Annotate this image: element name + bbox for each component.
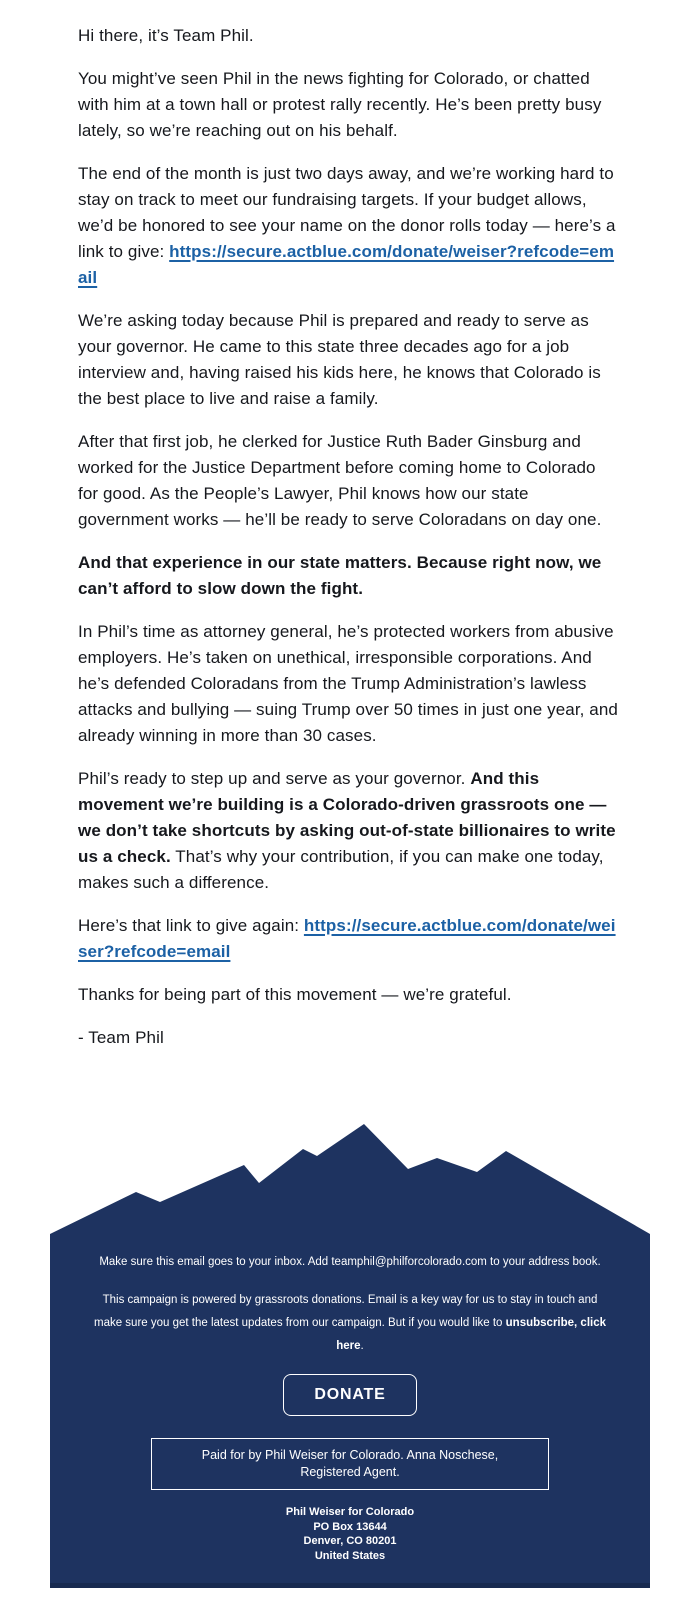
paragraph-signature (78, 1025, 618, 1051)
paragraph-why-asking (78, 308, 618, 412)
paragraph-biography (78, 429, 618, 533)
paid-for-disclaimer (151, 1438, 549, 1490)
text-run: Make sure this email goes to your inbox. Add teamphil@philforcolorado.com to your address book. (99, 1256, 601, 1268)
bold-text-run: And that experience in our state matters. Because right now, we can’t afford to slow down the fight. (78, 553, 602, 598)
text-run: That’s why your contribution, if you can make one today, makes such a difference. (78, 847, 604, 892)
paragraph-link-again (78, 913, 618, 965)
text-run: The end of the month is just two days away, and we’re working hard to stay on track to meet our fundraising targets. If your budget allows, we’d be honored to see your name on the donor rolls today — here’s a link to give: (78, 164, 616, 261)
grassroots-note (89, 1289, 611, 1358)
donate-link[interactable]: https://secure.actblue.com/donate/weiser?refcode=email (78, 242, 615, 287)
donate-button[interactable]: DONATE (283, 1374, 416, 1416)
paragraph-grassroots (78, 766, 618, 896)
text-run: You might’ve seen Phil in the news fighting for Colorado, or chatted with him at a town hall or protest rally recently. He’s been pretty busy lately, so we’re reaching out on his behalf. (78, 69, 602, 140)
text-run: Phil’s ready to step up and serve as your governor. (78, 769, 471, 788)
paid-for-text: Paid for by Phil Weiser for Colorado. Anna Noschese, Registered Agent. (201, 1448, 499, 1479)
paragraph-thanks (78, 982, 618, 1008)
email-footer (0, 1121, 700, 1588)
address-line: Denver, CO 80201 (303, 1535, 397, 1547)
text-run: Hi there, it’s Team Phil. (78, 26, 254, 45)
paragraph-fundraising-ask (78, 161, 618, 291)
text-run: . (360, 1340, 364, 1352)
text-run: In Phil’s time as attorney general, he’s protected workers from abusive employers. He’s taken on unethical, irresponsible corporations. And he’s defended Coloradans from the Trump Administration’s lawless attacks and bullying — suing Trump over 50 times in just one year, and already winning in more than 30 cases. (78, 622, 618, 745)
text-run: Thanks for being part of this movement — we’re grateful. (78, 985, 512, 1004)
paragraph-intro (78, 66, 618, 144)
address-line: Phil Weiser for Colorado (285, 1506, 415, 1518)
text-run: After that first job, he clerked for Justice Ruth Bader Ginsburg and worked for the Justice Department before coming home to Colorado for good. As the People’s Lawyer, Phil knows how our state government works — he’ll be ready to serve Coloradans on day one. (78, 432, 602, 529)
donate-link[interactable]: https://secure.actblue.com/donate/weiser?refcode=email (78, 916, 616, 961)
unsubscribe-link[interactable]: unsubscribe, click here (336, 1317, 607, 1352)
paragraph-greeting (78, 23, 618, 49)
text-run: - Team Phil (78, 1028, 164, 1047)
text-run: Here’s that link to give again: (78, 916, 304, 935)
paragraph-record (78, 619, 618, 749)
text-run: This campaign is powered by grassroots donations. Email is a key way for us to stay in touch and make sure you get the latest updates from our campaign. But if you would like to (93, 1294, 598, 1329)
bold-text-run: And this movement we’re building is a Colorado-driven grassroots one — we don’t take shortcuts by asking out-of-state billionaires to write us a check. (78, 769, 616, 866)
text-run: We’re asking today because Phil is prepared and ready to serve as your governor. He came to this state three decades ago for a job interview and, having raised his kids here, he knows that Colorado is the best place to live and raise a family. (78, 311, 601, 408)
inbox-note (86, 1255, 614, 1270)
address-line: United States (314, 1549, 386, 1562)
footer-panel (50, 1237, 650, 1588)
mailing-address (86, 1505, 614, 1563)
address-line: PO Box 13644 (313, 1520, 387, 1533)
paragraph-experience-matters (78, 550, 618, 602)
mountain-range-icon (50, 1121, 650, 1237)
